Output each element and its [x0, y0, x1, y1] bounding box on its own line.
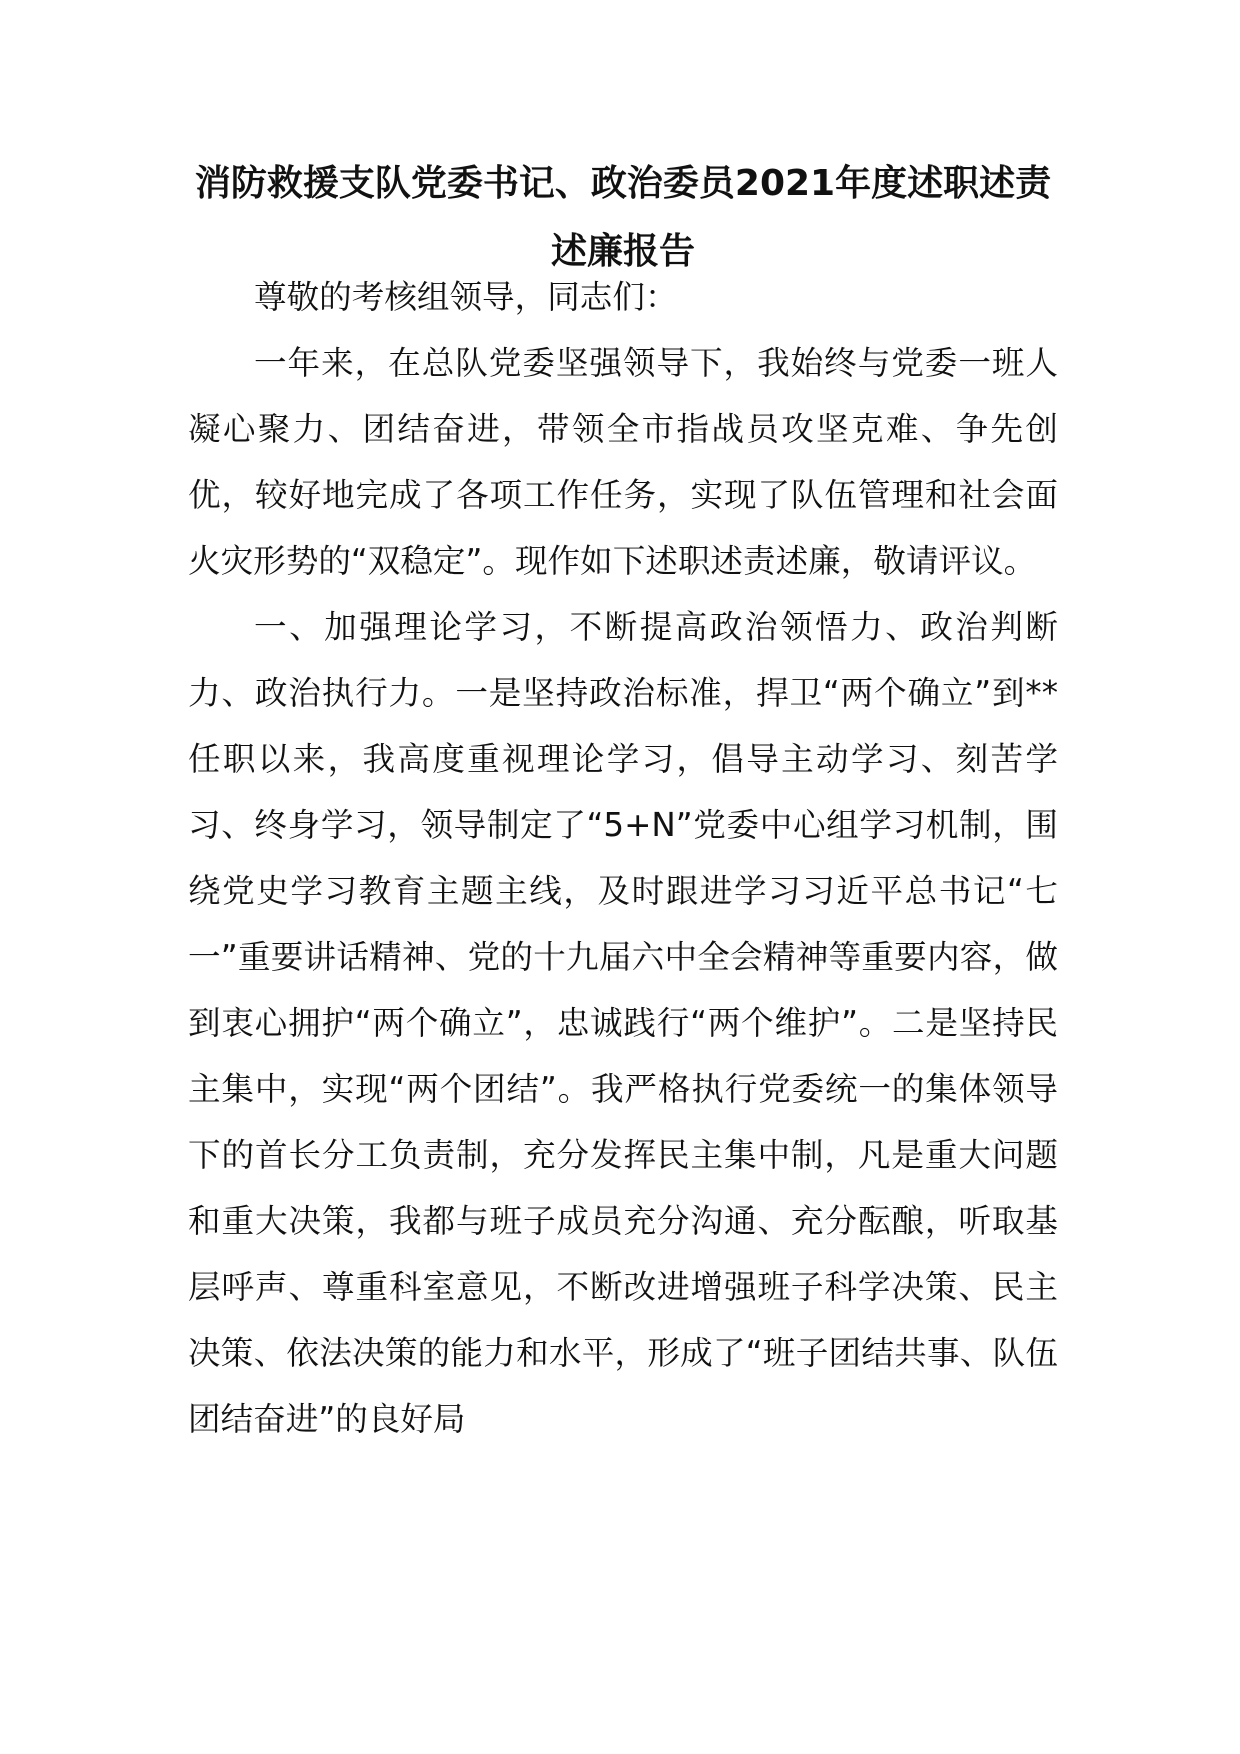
section-one-paragraph: 一、加强理论学习，不断提高政治领悟力、政治判断力、政治执行力。一是坚持政治标准，捍卫“两个确立”到**任职以来，我高度重视理论学习，倡导主动学习、刻苦学习、终身学习，领导制定了“5+N”党委中心组学习机制，围绕党史学习教育主题主线，及时跟进学习习近平总书记“七一”重要讲话精神、党的十九届六中全会精神等重要内容，做到衷心拥护“两个确立”，忠诚践行“两个维护”。二是坚持民主集中，实现“两个团结”。我严格执行党委统一的集体领导下的首长分工负责制，充分发挥民主集中制，凡是重大问题和重大决策，我都与班子成员充分沟通、充分酝酿，听取基层呼声、尊重科室意见，不断改进增强班子科学决策、民主决策、依法决策的能力和水平，形成了“班子团结共事、队伍团结奋进”的良好局	[188, 608, 1058, 1438]
document-title: 消防救援支队党委书记、政治委员2021年度述职述责述廉报告	[194, 163, 1052, 272]
document-body	[188, 264, 1058, 1452]
salutation-paragraph: 尊敬的考核组领导，同志们：	[254, 278, 678, 316]
intro-paragraph: 一年来，在总队党委坚强领导下，我始终与党委一班人凝心聚力、团结奋进，带领全市指战员攻坚克难、争先创优，较好地完成了各项工作任务，实现了队伍管理和社会面火灾形势的“双稳定”。现作如下述职述责述廉，敬请评议。	[188, 344, 1058, 580]
